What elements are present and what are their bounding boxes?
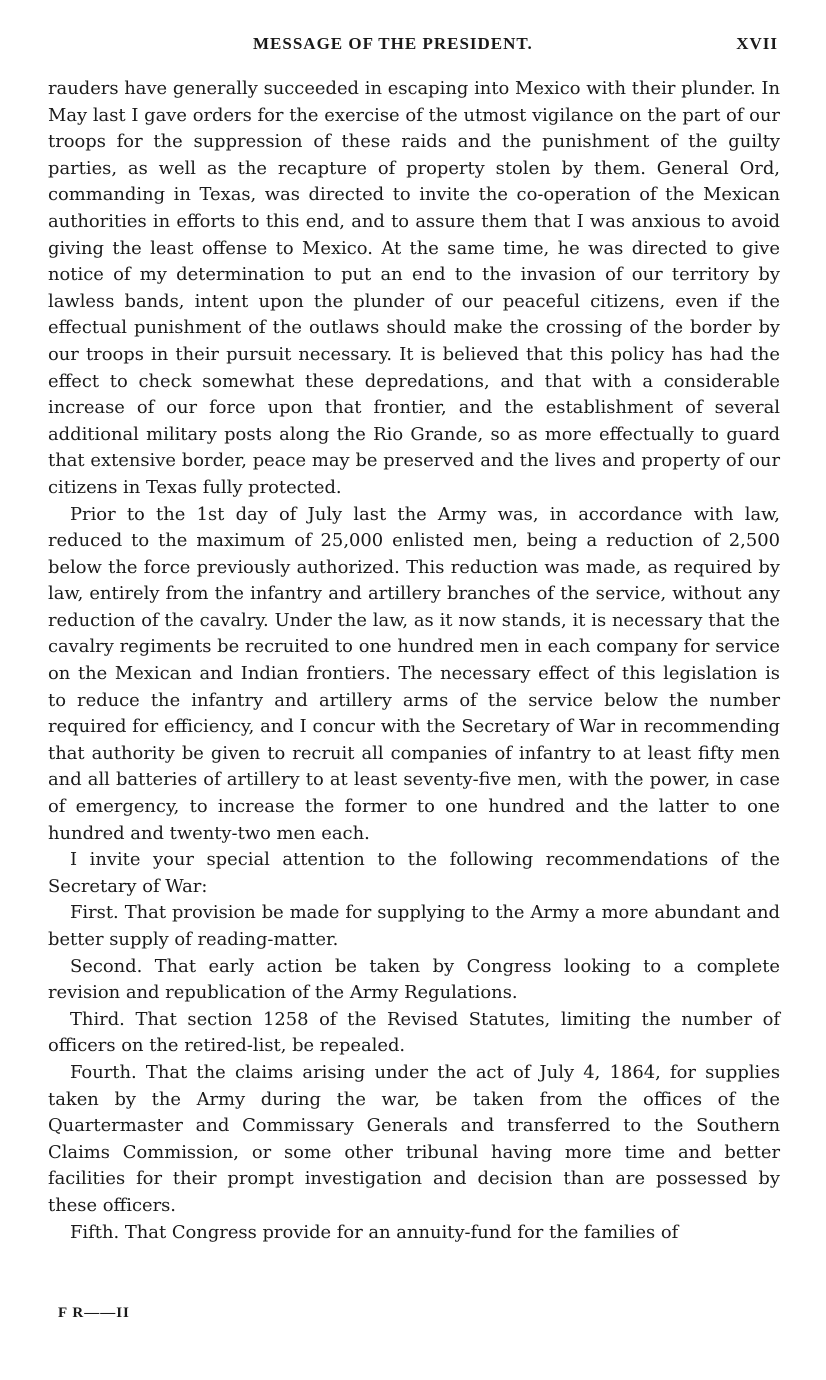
document-page	[48, 30, 780, 1246]
paragraph-continuation: rauders have generally succeeded in escaping into Mexico with their plunder. In May last I gave orders for the exercise of the utmost vigilance on the part of our troops for the suppression of these raids and the punishment of the guilty parties, as well as the recapture of property stolen by them. General Ord, commanding in Texas, was directed to invite the co-operation of the Mexican authorities in efforts to this end, and to assure them that I was anxious to avoid giving the least offense to Mexico. At the same time, he was directed to give notice of my determination to put an end to the invasion of our territory by lawless bands, intent upon the plunder of our peaceful citizens, even if the effectual punishment of the outlaws should make the crossing of the border by our troops in their pursuit necessary. It is believed that this policy has had the effect to check somewhat these depredations, and that with a considerable increase of our force upon that frontier, and the establishment of several additional military posts along the Rio Grande, so as more effectually to guard that extensive border, peace may be preserved and the lives and property of our citizens in Texas fully protected.	[48, 78, 780, 498]
paragraph-second: Second. That early action be taken by Congress looking to a complete revision and republication of the Army Regulations.	[48, 955, 780, 1004]
running-head	[48, 30, 780, 56]
paragraph-fourth: Fourth. That the claims arising under the act of July 4, 1864, for supplies taken by the Army during the war, be taken from the offices of the Quartermaster and Commissary Generals and transferred to the Southern Claims Commission, or some other tribunal having more time and better facilities for their prompt investigation and decision than are possessed by these officers.	[48, 1061, 780, 1216]
paragraph-third: Third. That section 1258 of the Revised Statutes, limiting the number of officers on the retired-list, be repealed.	[48, 1008, 780, 1057]
page-title: MESSAGE OF THE PRESIDENT.	[253, 34, 533, 53]
page-number: XVII	[736, 34, 778, 53]
paragraph-first: First. That provision be made for supplying to the Army a more abundant and better supply of reading-matter.	[48, 902, 780, 950]
signature-mark: F R——II	[58, 1305, 130, 1321]
body-text	[48, 76, 780, 1246]
paragraph-army-reduction: Prior to the 1st day of July last the Army was, in accordance with law, reduced to the maximum of 25,000 enlisted men, being a reduction of 2,500 below the force previously authorized. This reduction was made, as required by law, entirely from the infantry and artillery branches of the service, without any reduction of the cavalry. Under the law, as it now stands, it is necessary that the cavalry regiments be recruited to one hundred men in each company for service on the Mexican and Indian frontiers. The necessary effect of this legislation is to reduce the infantry and artillery arms of the service below the number required for efficiency, and I concur with the Secretary of War in recommending that authority be given to recruit all companies of infantry to at least fifty men and all batteries of artillery to at least seventy-five men, with the power, in case of emergency, to increase the former to one hundred and the latter to one hundred and twenty-two men each.	[48, 503, 780, 844]
paragraph-recommendations-intro: I invite your special attention to the following recommendations of the Secretary of War:	[48, 849, 780, 897]
paragraph-fifth: Fifth. That Congress provide for an annuity-fund for the families of	[70, 1221, 679, 1243]
